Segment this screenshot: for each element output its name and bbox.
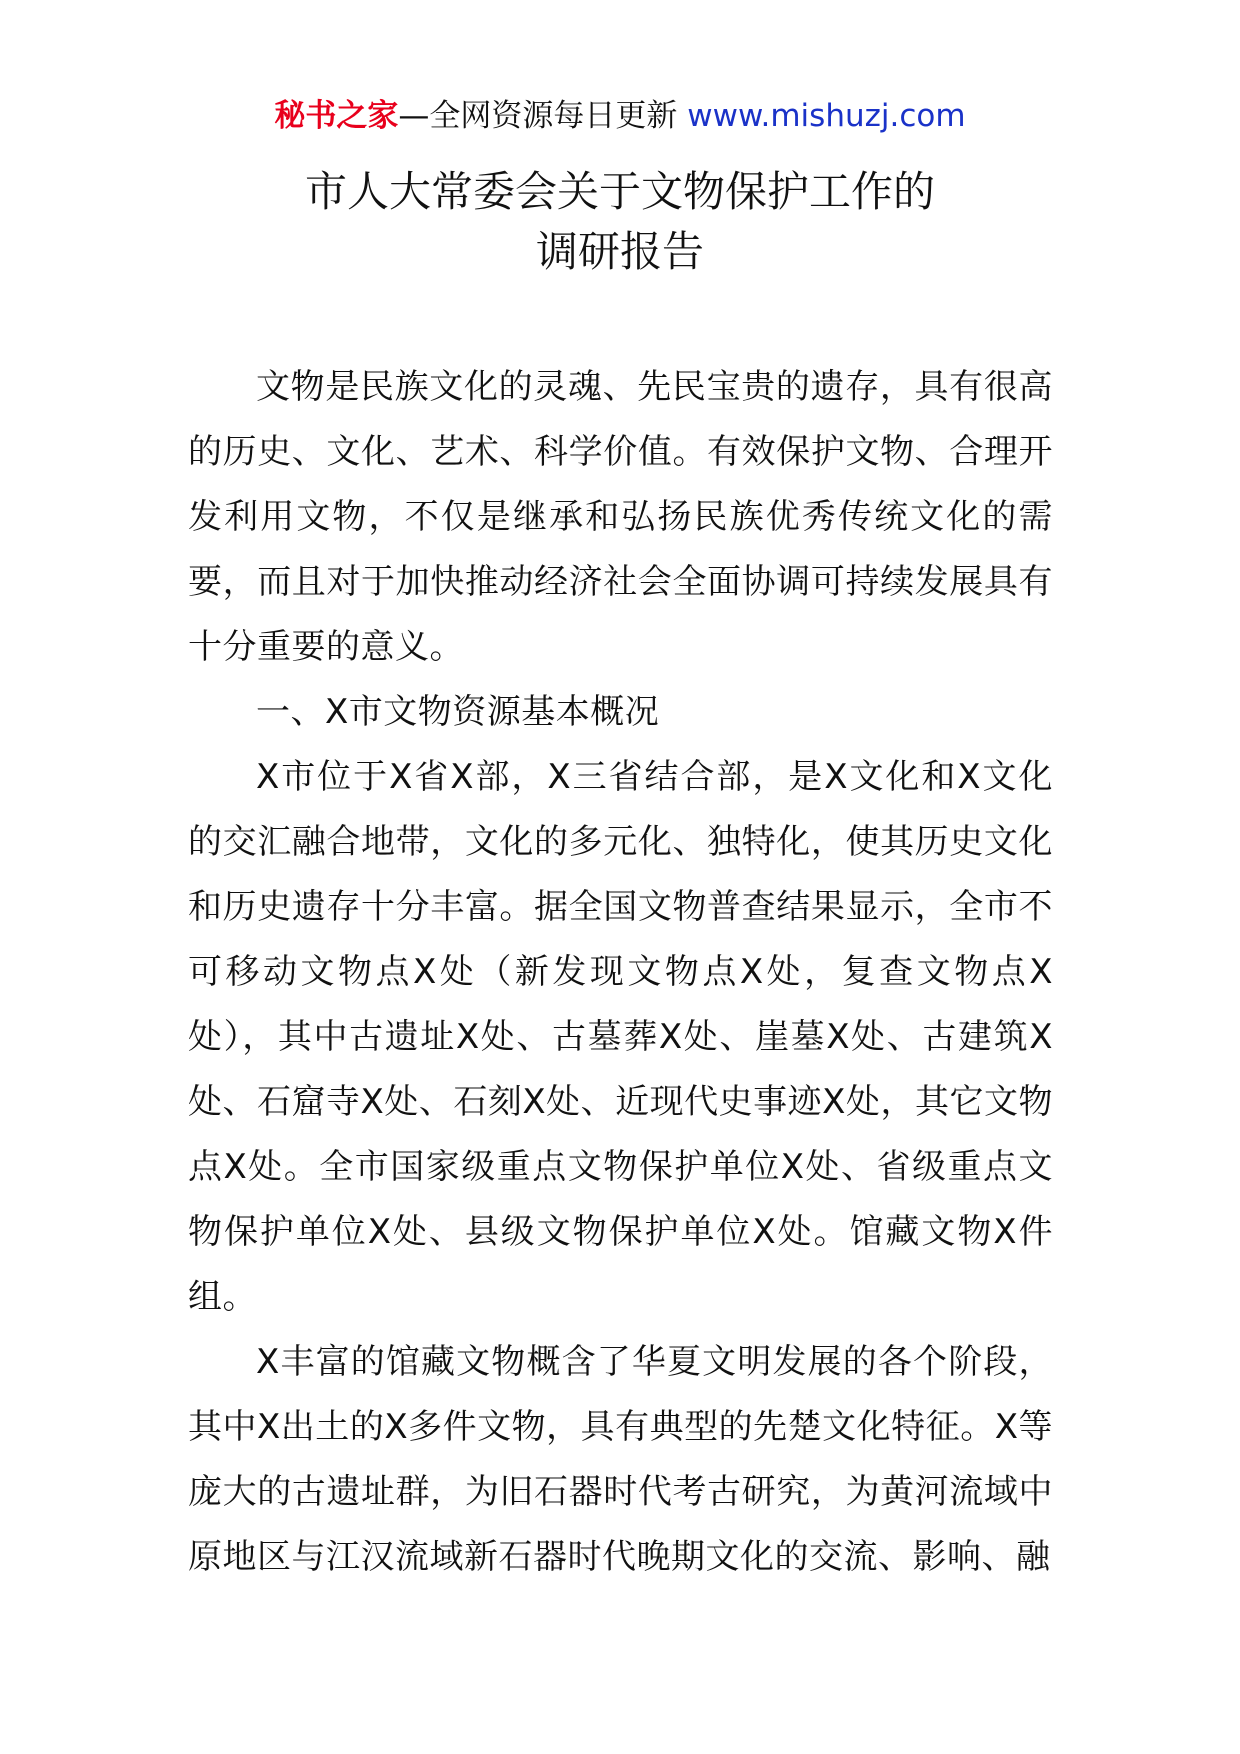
title-line-1: 市人大常委会关于文物保护工作的 [304, 167, 935, 216]
site-header [0, 96, 1240, 136]
site-tagline: —全网资源每日更新 [398, 98, 678, 134]
section-heading-1: 一、X市文物资源基本概况 [256, 692, 660, 732]
title-line-2: 调研报告 [535, 227, 704, 276]
document-body [188, 355, 1053, 1590]
site-url-link[interactable]: www.mishuzj.com [687, 98, 966, 134]
paragraph-intro: 文物是民族文化的灵魂、先民宝贵的遗存，具有很高的历史、文化、艺术、科学价值。有效保护文物、合理开发利用文物，不仅是继承和弘扬民族优秀传统文化的需要，而且对于加快推动经济社会全面协调可持续发展具有十分重要的意义。 [188, 367, 1053, 667]
document-title [0, 162, 1240, 282]
paragraph-overview: X市位于X省X部，X三省结合部，是X文化和X文化的交汇融合地带，文化的多元化、独特化，使其历史文化和历史遗存十分丰富。据全国文物普查结果显示，全市不可移动文物点X处（新发现文物点X处，复查文物点X处），其中古遗址X处、古墓葬X处、崖墓X处、古建筑X处、石窟寺X处、石刻X处、近现代史事迹X处，其它文物点X处。全市国家级重点文物保护单位X处、省级重点文物保护单位X处、县级文物保护单位X处。馆藏文物X件组。 [188, 757, 1053, 1317]
site-brand: 秘书之家 [274, 98, 399, 134]
paragraph-collections: X丰富的馆藏文物概含了华夏文明发展的各个阶段，其中X出土的X多件文物，具有典型的先楚文化特征。X等庞大的古遗址群，为旧石器时代考古研究，为黄河流域中原地区与江汉流域新石器时代晚期文化的交流、影响、融 [188, 1342, 1053, 1577]
